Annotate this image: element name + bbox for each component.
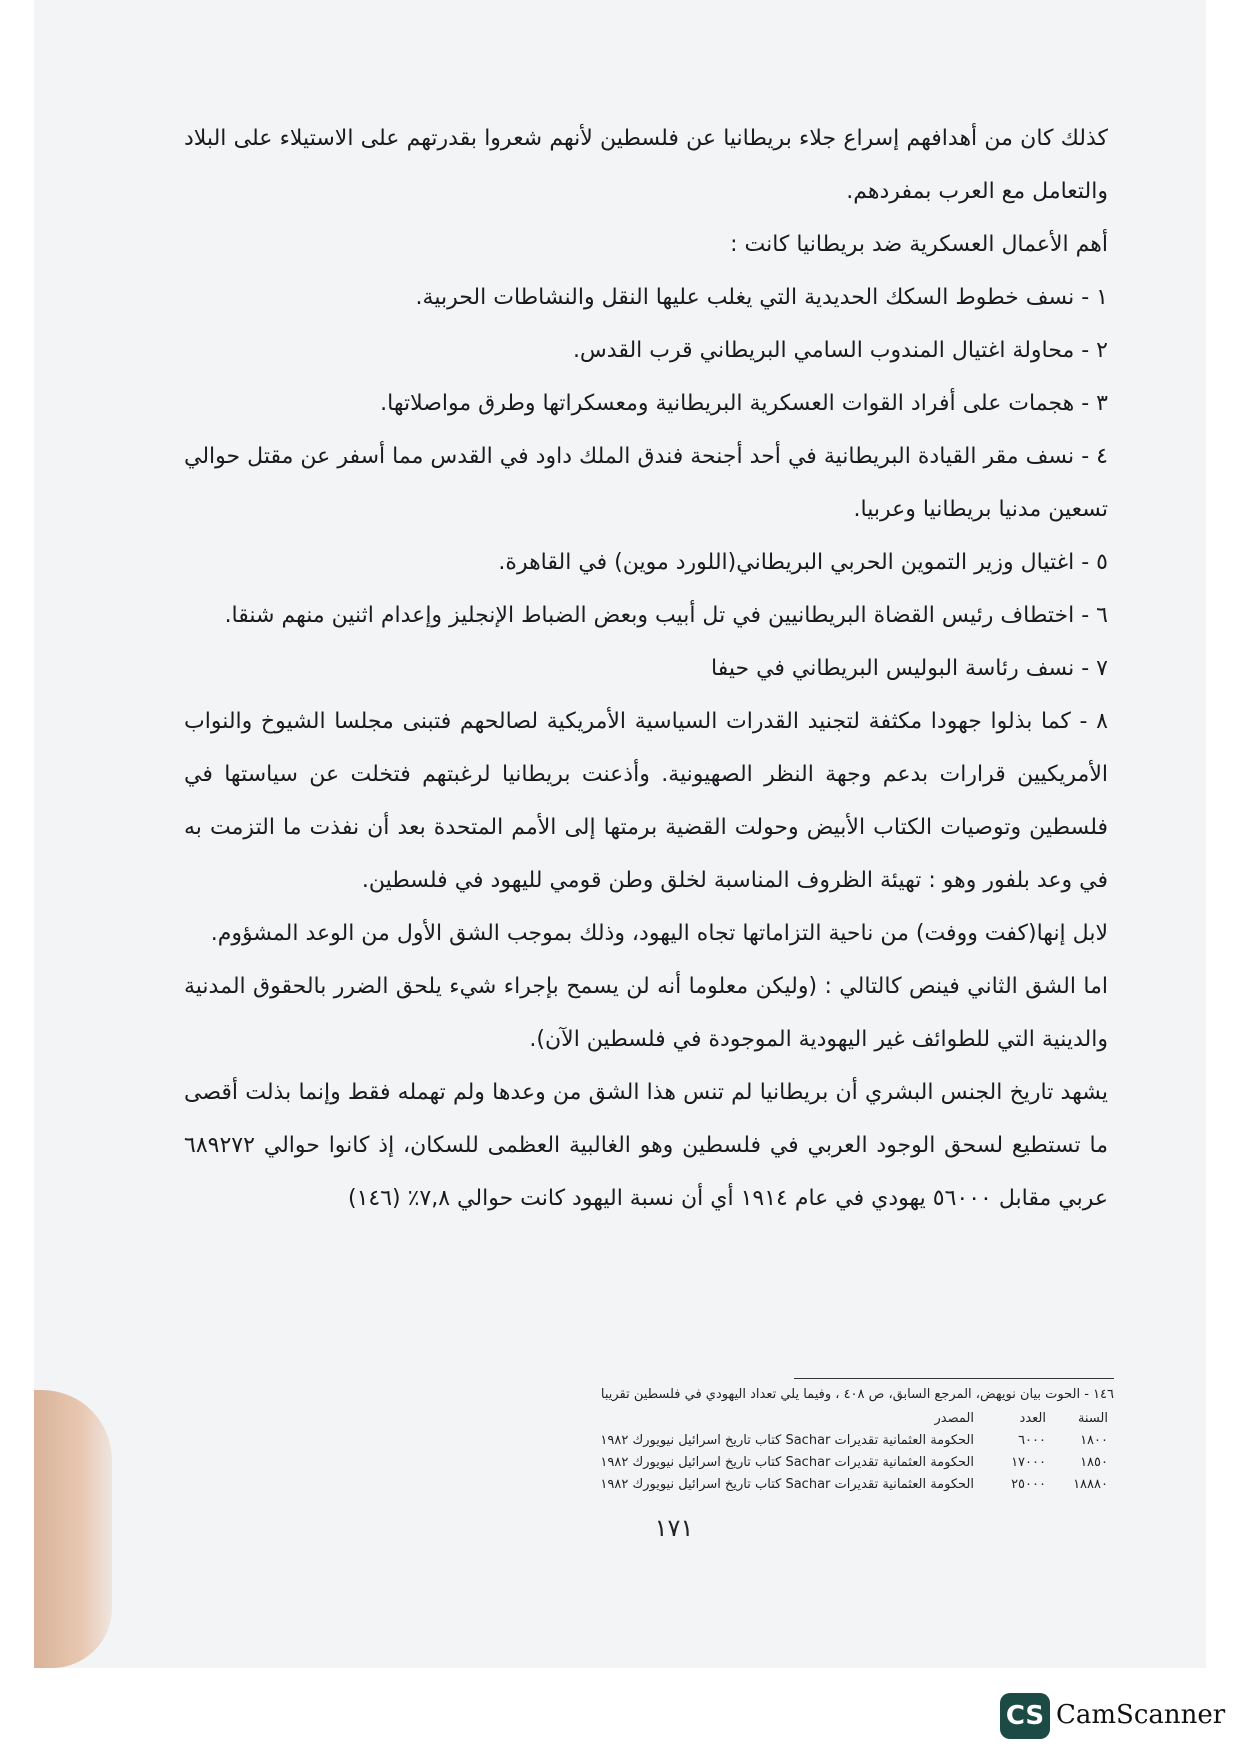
scanned-page bbox=[34, 0, 1206, 1668]
table-cell: ٢٥٠٠٠ bbox=[1011, 1477, 1046, 1492]
table-header-row bbox=[474, 1408, 1114, 1430]
list-item: ٤ - نسف مقر القيادة البريطانية في أحد أجنحة فندق الملك داود في القدس مما أسفر عن مقتل حوالي تسعين مدنيا بريطانيا وعربيا. bbox=[184, 444, 1108, 522]
table-cell: ١٨٨٨٠ bbox=[1073, 1477, 1108, 1492]
table-row bbox=[474, 1452, 1114, 1474]
footnote-text: ١٤٦ - الحوت بيان نويهض، المرجع السابق، ص ٤٠٨ ، وفيما يلي تعداد اليهودي في فلسطين تقريبا bbox=[600, 1387, 1114, 1402]
paragraph: أهم الأعمال العسكرية ضد بريطانيا كانت : bbox=[730, 232, 1108, 257]
body-text bbox=[184, 112, 1108, 1225]
table-cell: ١٨٥٠ bbox=[1080, 1455, 1108, 1470]
table-row bbox=[474, 1430, 1114, 1452]
camscanner-logo-icon: CS bbox=[1000, 1693, 1050, 1739]
table-cell: الحكومة العثمانية تقديرات Sachar كتاب تاريخ اسرائيل نيويورك ١٩٨٢ bbox=[600, 1455, 974, 1470]
list-item: ١ - نسف خطوط السكك الحديدية التي يغلب عليها النقل والنشاطات الحربية. bbox=[415, 285, 1108, 310]
table-cell: الحكومة العثمانية تقديرات Sachar كتاب تاريخ اسرائيل نيويورك ١٩٨٢ bbox=[600, 1477, 974, 1492]
footnote-divider bbox=[794, 1378, 1114, 1379]
table-header: السنة bbox=[1077, 1411, 1108, 1426]
table-header: العدد bbox=[1019, 1411, 1046, 1426]
table-header: المصدر bbox=[934, 1411, 974, 1426]
paragraph: لابل إنها(كفت ووفت) من ناحية التزاماتها تجاه اليهود، وذلك بموجب الشق الأول من الوعد المشؤوم. bbox=[210, 921, 1108, 946]
paragraph: كذلك كان من أهدافهم إسراع جلاء بريطانيا عن فلسطين لأنهم شعروا بقدرتهم على الاستيلاء على البلاد والتعامل مع العرب بمفردهم. bbox=[184, 126, 1108, 204]
paragraph: اما الشق الثاني فينص كالتالي : (وليكن معلوما أنه لن يسمح بإجراء شيء يلحق الضرر بالحقوق المدنية والدينية التي للطوائف غير اليهودية الموجودة في فلسطين الآن). bbox=[184, 974, 1108, 1052]
page-number: ١٧١ bbox=[654, 1514, 694, 1542]
list-item: ٨ - كما بذلوا جهودا مكثفة لتجنيد القدرات السياسية الأمريكية لصالحهم فتبنى مجلسا الشيوخ والنواب الأمريكيين قرارات بدعم وجهة النظر الصهيونية. وأذعنت بريطانيا لرغبتهم فتخلت عن سياستها في فلسطين وتوصيات الكتاب الأبيض وحولت القضية برمتها إلى الأمم المتحدة بعد أن نفذت ما التزمت به في وعد بلفور وهو : تهيئة الظروف المناسبة لخلق وطن قومي لليهود في فلسطين. bbox=[184, 709, 1108, 893]
paragraph: يشهد تاريخ الجنس البشري أن بريطانيا لم تنس هذا الشق من وعدها ولم تهمله فقط وإنما بذلت أقصى ما تستطيع لسحق الوجود العربي في فلسطين وهو الغالبية العظمى للسكان، إذ كانوا حوالي ٦٨٩٢٧٢ عربي مقابل ٥٦٠٠٠ يهودي في عام ١٩١٤ أي أن نسبة اليهود كانت حوالي ٧,٨٪ (١٤٦) bbox=[184, 1080, 1108, 1211]
table-row bbox=[474, 1474, 1114, 1496]
finger-photo-artifact bbox=[34, 1390, 112, 1668]
camscanner-watermark: CamScanner bbox=[1056, 1700, 1226, 1730]
footnote-table bbox=[474, 1408, 1114, 1496]
list-item: ٦ - اختطاف رئيس القضاة البريطانيين في تل أبيب وبعض الضباط الإنجليز وإعدام اثنين منهم شنقا. bbox=[224, 603, 1108, 628]
list-item: ٧ - نسف رئاسة البوليس البريطاني في حيفا bbox=[711, 656, 1108, 681]
table-cell: ١٧٠٠٠ bbox=[1011, 1455, 1046, 1470]
list-item: ٥ - اغتيال وزير التموين الحربي البريطاني(اللورد موين) في القاهرة. bbox=[498, 550, 1108, 575]
footnote bbox=[474, 1382, 1114, 1496]
table-cell: ١٨٠٠ bbox=[1080, 1433, 1108, 1448]
table-cell: الحكومة العثمانية تقديرات Sachar كتاب تاريخ اسرائيل نيويورك ١٩٨٢ bbox=[600, 1433, 974, 1448]
list-item: ٢ - محاولة اغتيال المندوب السامي البريطاني قرب القدس. bbox=[572, 338, 1108, 363]
list-item: ٣ - هجمات على أفراد القوات العسكرية البريطانية ومعسكراتها وطرق مواصلاتها. bbox=[380, 391, 1108, 416]
table-cell: ٦٠٠٠ bbox=[1018, 1433, 1046, 1448]
